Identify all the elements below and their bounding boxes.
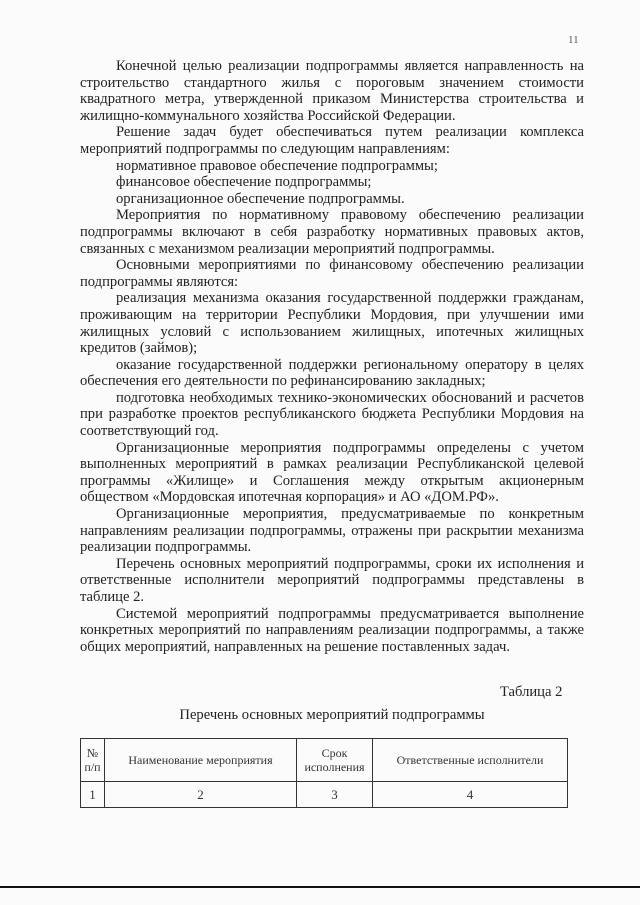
table-title: Перечень основных мероприятий подпрограммы [179, 707, 485, 723]
activities-table [80, 738, 568, 808]
page-bottom-rule [0, 886, 640, 888]
list-item: финансовое обеспечение подпрограммы; [116, 174, 372, 191]
col-number-1: 1 [81, 782, 105, 808]
paragraph: подготовка необходимых технико-экономических обоснований и расчетов при разработке проектов республиканского бюджета Республики Мордовия на соответствующий год. [80, 389, 584, 440]
paragraph: оказание государственной поддержки региональному оператору в целях обеспечения его деятельности по рефинансированию закладных; [80, 356, 584, 390]
col-number-3: 3 [297, 782, 373, 808]
paragraph: Перечень основных мероприятий подпрограммы, сроки их исполнения и ответственные исполнители мероприятий подпрограммы представлены в таблице 2. [80, 555, 584, 605]
col-number-2: 2 [105, 782, 297, 808]
header-activity-name: Наименование мероприятия [105, 739, 297, 782]
header-responsible: Ответственные исполнители [373, 739, 568, 782]
paragraph: Мероприятия по нормативному правовому обеспечению реализации подпрограммы включают в себя разработку нормативных правовых актов, связанных с механизмом реализации мероприятий подпрограммы. [80, 207, 584, 257]
paragraph: Конечной целью реализации подпрограммы является направленность на строительство стандартного жилья с пороговым значением стоимости квадратного метра, утвержденной приказом Министерства строительства и жилищно-коммунального хозяйства Российской Федерации. [80, 58, 584, 124]
paragraph: Организационные мероприятия подпрограммы определены с учетом выполненных мероприятий в рамках реализации Республиканской целевой программы «Жилище» и Соглашения между открытым акционерным обществом «Мордовская ипотечная корпорация» и АО «ДОМ.РФ». [80, 439, 584, 506]
page-number: 11 [568, 34, 579, 46]
header-number: № п/п [81, 739, 105, 782]
table-header-row [81, 739, 568, 782]
table-number-row [81, 782, 568, 808]
document-body [80, 58, 584, 655]
paragraph: Системой мероприятий подпрограммы предусматривается выполнение конкретных мероприятий по направлениям реализации подпрограммы, а также общих мероприятий, направленных на решение поставленных задач. [80, 605, 584, 655]
table-label: Таблица 2 [500, 684, 563, 700]
col-number-4: 4 [373, 782, 568, 808]
list-item: организационное обеспечение подпрограммы. [116, 190, 405, 207]
list-item: нормативное правовое обеспечение подпрограммы; [116, 157, 438, 174]
paragraph: Решение задач будет обеспечиваться путем реализации комплекса мероприятий подпрограммы по следующим направлениям: [80, 124, 584, 157]
paragraph: реализация механизма оказания государственной поддержки гражданам, проживающим на территории Республики Мордовия, при улучшении ими жилищных условий с использованием жилищных, ипотечных жилищных кредитов (займов); [80, 290, 584, 357]
paragraph: Основными мероприятиями по финансовому обеспечению реализации подпрограммы являются: [80, 257, 584, 290]
header-deadline: Срок исполнения [297, 739, 373, 782]
paragraph: Организационные мероприятия, предусматриваемые по конкретным направлениям реализации подпрограммы, отражены при раскрытии механизма реализации подпрограммы. [80, 506, 584, 556]
